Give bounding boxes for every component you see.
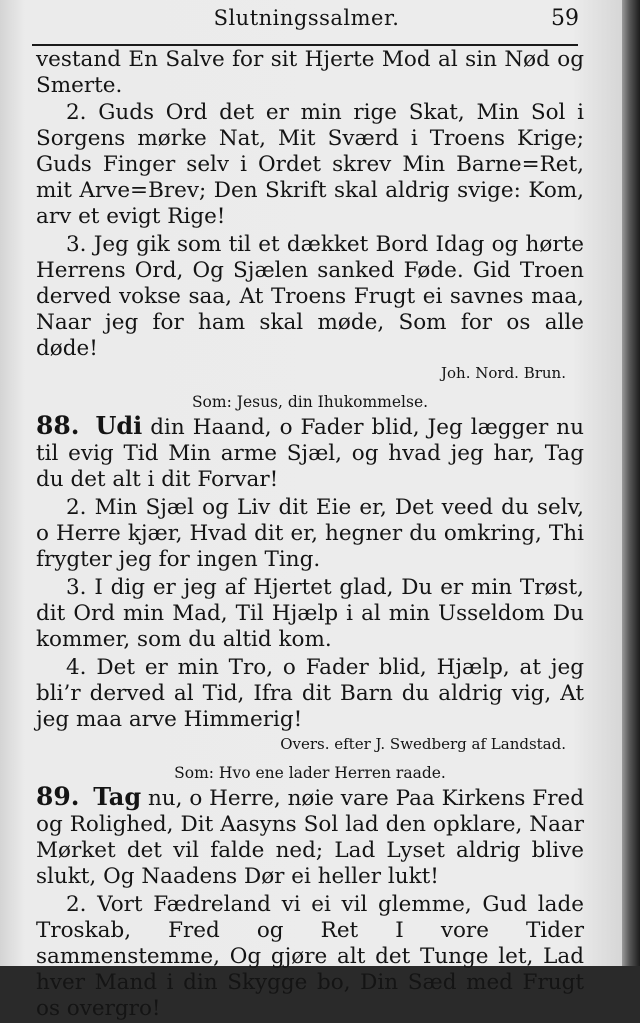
page-edge-shadow xyxy=(622,0,640,966)
hymn-89-first-word: Tag xyxy=(93,782,142,811)
header-rule xyxy=(32,44,578,46)
hymn-88-tune: Som: Jesus, din Ihukommelse. xyxy=(191,393,429,411)
running-head: Slutningssalmer. xyxy=(213,6,400,30)
hymn-88-verse-1-text: din Haand, o Fader blid, Jeg lægger nu til evig Tid Min arme Sjæl, og hvad jeg har, Tag du det alt i dit Forvar! xyxy=(36,415,584,492)
page-number: 59 xyxy=(551,6,579,31)
hymn-89-verse-1 xyxy=(36,784,584,890)
verse-3: 3. Jeg gik som til et dækket Bord Idag og hørte Herrens Ord, Og Sjælen sanked Føde. Gid Troen derved vokse saa, At Troens Frugt ei savnes maa, Naar jeg for ham skal møde, Som for os alle døde! xyxy=(36,232,584,361)
hymn-89-verse-1-text: nu, o Herre, nøie vare Paa Kirkens Fred og Rolighed, Dit Aasyns Sol lad den opklare, Naar Mørket det vil falde ned; Lad Lyset aldrig blive slukt, Og Naadens Dør ei heller lukt! xyxy=(36,786,584,889)
page-header xyxy=(34,4,579,38)
hymn-89-verse-2: 2. Vort Fædreland vi ei vil glemme, Gud lade Troskab, Fred og Ret I vore Tider sammenstemme, Og gjøre alt det Tunge let, Lad hver Mand i din Skygge bo, Din Sæd med Frugt os overgro! xyxy=(36,892,584,1021)
verse-2: 2. Guds Ord det er min rige Skat, Min Sol i Sorgens mørke Nat, Mit Sværd i Troens Krige; Guds Finger selv i Ordet skrev Min Barne=Ret, mit Arve=Brev; Den Skrift skal aldrig svige: Kom, arv et evigt Rige! xyxy=(36,100,584,229)
page-body xyxy=(36,47,584,1023)
hymn-attribution: Joh. Nord. Brun. xyxy=(441,364,566,382)
hymn-88-verse-2: 2. Min Sjæl og Liv dit Eie er, Det veed du selv, o Herre kjær, Hvad dit er, hegner du omkring, Thi frygter jeg for ingen Ting. xyxy=(36,495,584,572)
hymn-88-verse-4: 4. Det er min Tro, o Fader blid, Hjælp, at jeg bli’r derved al Tid, Ifra dit Barn du aldrig vig, At jeg maa arve Himmerig! xyxy=(36,655,584,732)
hymn-88-verse-1 xyxy=(36,413,584,493)
previous-hymn-continuation: vestand En Salve for sit Hjerte Mod al sin Nød og Smerte. xyxy=(36,47,584,98)
hymn-89-tune: Som: Hvo ene lader Herren raade. xyxy=(174,764,446,782)
hymn-89-number: 89. xyxy=(36,782,80,811)
hymn-88-verse-3: 3. I dig er jeg af Hjertet glad, Du er min Trøst, dit Ord min Mad, Til Hjælp i al min Usseldom Du kommer, som du altid kom. xyxy=(36,575,584,652)
hymn-88-attribution: Overs. efter J. Swedberg af Landstad. xyxy=(280,735,566,753)
hymn-88-first-word: Udi xyxy=(95,411,143,440)
hymn-88-number: 88. xyxy=(36,411,80,440)
